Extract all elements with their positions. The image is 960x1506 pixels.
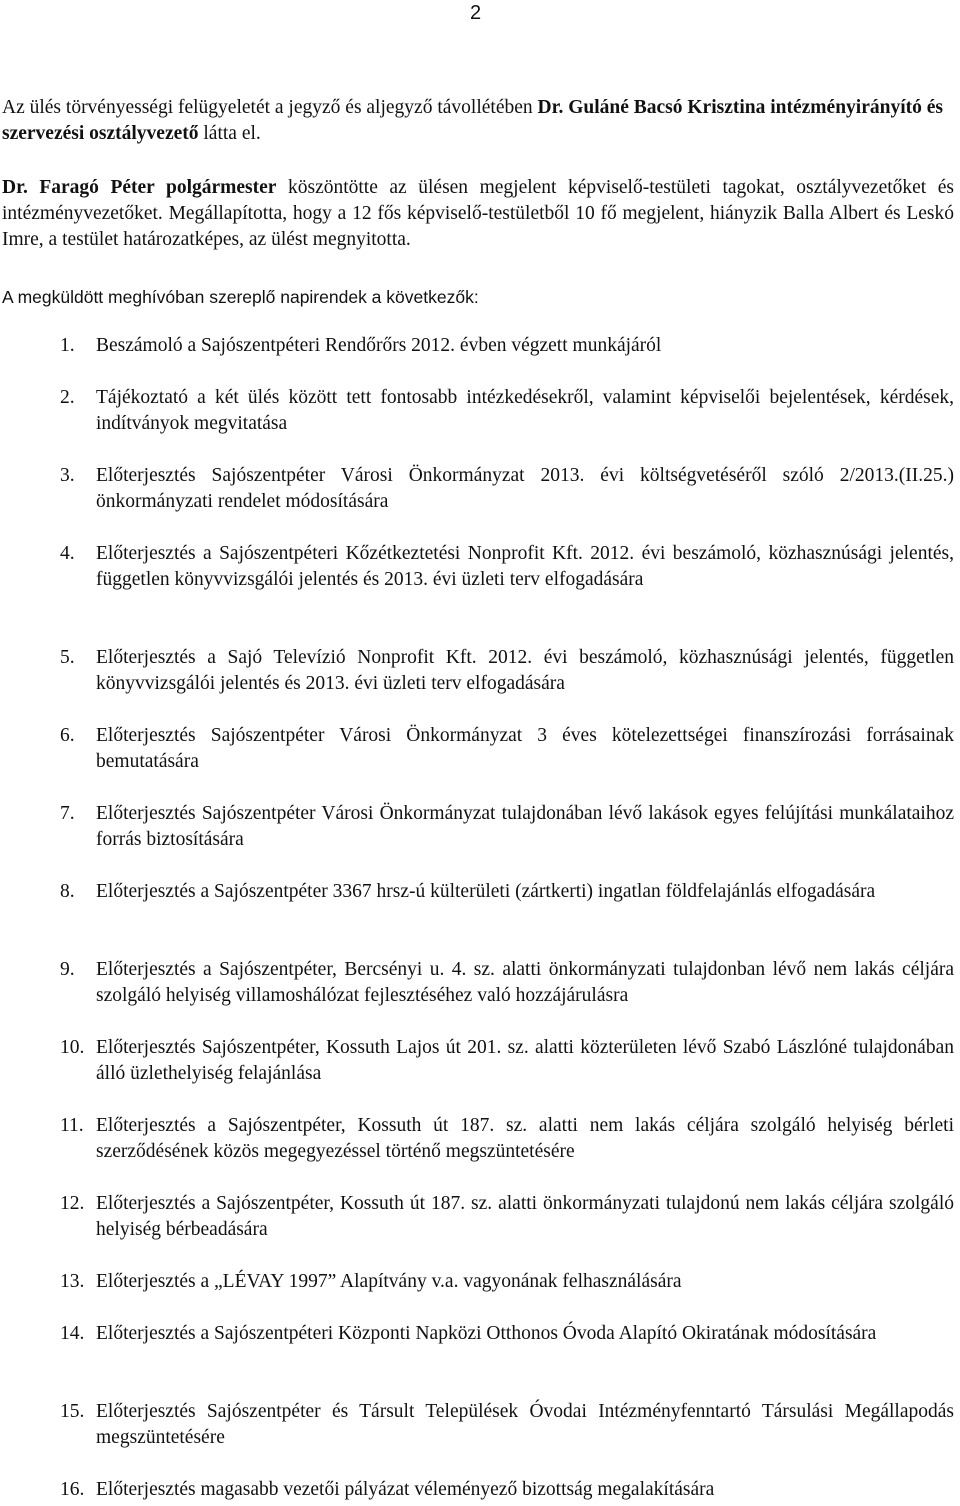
agenda-item-text: Előterjesztés Sajószentpéter, Kossuth Lajos út 201. sz. alatti közterületen lévő Szabó Lászlóné tulajdonában álló üzlethelyiség felajánlása: [96, 1037, 954, 1084]
agenda-item-text: Előterjesztés Sajószentpéter Városi Önkormányzat 3 éves kötelezettségei finanszírozási forrásainak bemutatására: [96, 725, 954, 772]
agenda-item-text: Előterjesztés a „LÉVAY 1997” Alapítvány v.a. vagyonának felhasználására: [96, 1271, 682, 1292]
agenda-item-number: 15.: [60, 1401, 85, 1422]
agenda-item-text: Beszámoló a Sajószentpéteri Rendőrőrs 2012. évben végzett munkájáról: [96, 335, 662, 356]
intro-paragraph-opening: [2, 175, 954, 253]
page-number: 2: [470, 2, 482, 24]
agenda-item-number: 14.: [60, 1323, 85, 1344]
agenda-item-number: 13.: [60, 1271, 85, 1292]
agenda-item-text: Előterjesztés magasabb vezetői pályázat véleményező bizottság megalakítására: [96, 1479, 715, 1500]
agenda-item-text: Előterjesztés a Sajószentpéteri Kőzétkeztetési Nonprofit Kft. 2012. évi beszámoló, közhasznúsági jelentés, független könyvvizsgálói jelentés és 2013. évi üzleti terv elfogadására: [96, 543, 954, 590]
agenda-item-text: Előterjesztés a Sajószentpéter, Kossuth út 187. sz. alatti nem lakás céljára szolgáló helyiség bérleti szerződésének közös megegyezéssel történő megszüntetésére: [96, 1115, 954, 1162]
agenda-item-text: Előterjesztés a Sajószentpéteri Központi Napközi Otthonos Óvoda Alapító Okiratának módosítására: [96, 1323, 877, 1344]
agenda-item-number: 5.: [60, 647, 75, 668]
agenda-item-number: 12.: [60, 1193, 85, 1214]
agenda-item-text: Előterjesztés Sajószentpéter Városi Önkormányzat tulajdonában lévő lakások egyes felújítási munkálataihoz forrás biztosítására: [96, 803, 954, 850]
agenda-item-number: 7.: [60, 803, 75, 824]
agenda-intro: A megküldött meghívóban szereplő napirendek a következők:: [2, 287, 479, 307]
agenda-item-number: 9.: [60, 959, 75, 980]
agenda-item-text: Előterjesztés a Sajószentpéter, Bercsényi u. 4. sz. alatti önkormányzati tulajdonban lévő nem lakás céljára szolgáló helyiség villamoshálózat fejlesztéséhez való hozzájárulásra: [96, 959, 954, 1006]
intro-p1-after: látta el.: [198, 123, 261, 144]
agenda-item-text: Előterjesztés Sajószentpéter Városi Önkormányzat 2013. évi költségvetéséről szóló 2/2013.(II.25.) önkormányzati rendelet módosítására: [96, 465, 954, 512]
agenda-item-number: 6.: [60, 725, 75, 746]
agenda-item-text: Előterjesztés Sajószentpéter és Társult Települések Óvodai Intézményfenntartó Társulási Megállapodás megszüntetésére: [96, 1401, 954, 1448]
intro-p2-text: köszöntötte az ülésen megjelent képviselő-testületi tagokat, osztályvezetőket és intézményvezetőket. Megállapította, hogy a 12 fős képviselő-testületből 10 fő megjelent, hiányzik Balla Albert és Leskó Imre, a testület határozatképes, az ülést megnyitotta.: [2, 177, 954, 250]
agenda-item-number: 3.: [60, 465, 75, 486]
agenda-item-text: Tájékoztató a két ülés között tett fontosabb intézkedésekről, valamint képviselői bejelentések, kérdések, indítványok megvitatása: [96, 387, 954, 434]
agenda-item-text: Előterjesztés a Sajószentpéter 3367 hrsz-ú külterületi (zártkerti) ingatlan földfelajánlás elfogadására: [96, 881, 876, 902]
agenda-item-number: 16.: [60, 1479, 85, 1500]
agenda-item-text: Előterjesztés a Sajószentpéter, Kossuth út 187. sz. alatti önkormányzati tulajdonú nem lakás céljára szolgáló helyiség bérbeadására: [96, 1193, 954, 1240]
agenda-item-number: 4.: [60, 543, 75, 564]
intro-paragraph-supervision: [2, 95, 954, 147]
intro-p1-text: Az ülés törvényességi felügyeletét a jegyző és aljegyző távollétében: [2, 97, 538, 118]
intro-p2-bold: Dr. Faragó Péter polgármester: [2, 177, 277, 198]
intro-p1-bold: Dr. Guláné Bacsó Krisztina intézményirányító és szervezési osztályvezető: [2, 97, 944, 144]
agenda-item-number: 1.: [60, 335, 75, 356]
agenda-item-number: 11.: [60, 1115, 84, 1136]
agenda-item-number: 10.: [60, 1037, 85, 1058]
agenda-item-text: Előterjesztés a Sajó Televízió Nonprofit Kft. 2012. évi beszámoló, közhasznúsági jelentés, független könyvvizsgálói jelentés és 2013. évi üzleti terv elfogadására: [96, 647, 954, 694]
agenda-item-number: 2.: [60, 387, 75, 408]
agenda-item-number: 8.: [60, 881, 75, 902]
